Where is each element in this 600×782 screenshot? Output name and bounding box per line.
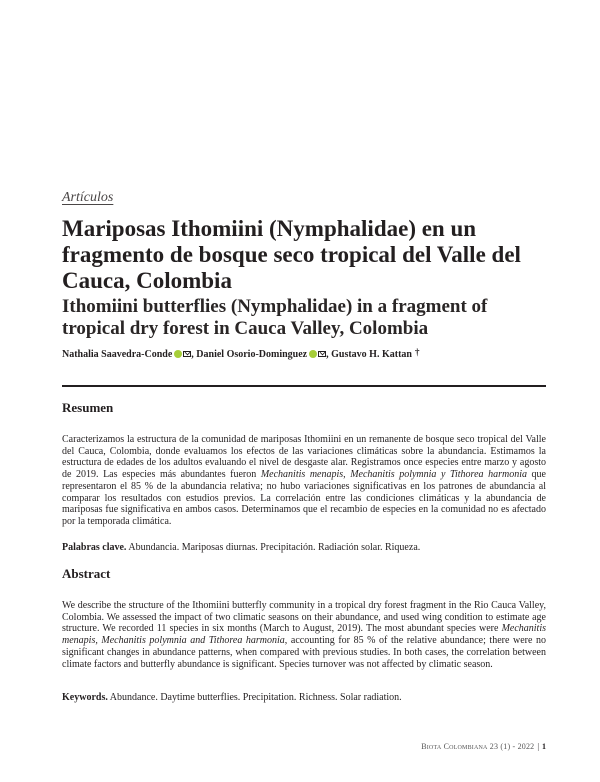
palabras-clave <box>62 542 546 554</box>
keywords-text: Abundancia. Mariposas diurnas. Precipitación. Radiación solar. Riqueza. <box>126 542 421 553</box>
keywords-label: Keywords. <box>62 692 108 703</box>
footer-separator: | <box>537 742 539 751</box>
section-label[interactable]: Artículos <box>62 190 114 205</box>
keywords-label: Palabras clave. <box>62 542 127 553</box>
abstract-text-part: We describe the structure of the Ithomiini butterfly community in a tropical dry forest fragment in the Rio Cauca Valley, Colombia. We assessed the impact of two climatic seasons on their abundance, and used wing condition to estimate age structure. We recorded 11 species in six months (March to August, 2019). The most abundant species were <box>62 600 546 635</box>
mail-icon[interactable] <box>183 351 191 357</box>
mail-icon[interactable] <box>318 351 326 357</box>
page-footer <box>421 742 546 751</box>
deceased-dagger: † <box>414 347 420 357</box>
author-name[interactable]: Daniel Osorio-Dominguez <box>196 349 308 360</box>
resumen-paragraph <box>62 434 546 528</box>
abstract-paragraph <box>62 600 546 670</box>
resumen-text-part: que representaron el 85 % de la abundancia relativa; no hubo variaciones significativas en los patrones de abundancia al comparar los resultados con estudios previos. La correlación entre las condiciones climáticas y la abundancia de mariposas fue significativa en ambos casos. Determinamos que el recambio de especies en la comunidad no es afectado por la temporada climática. <box>62 469 546 527</box>
abstract-text-part: , accounting for 85 % of the relative abundance; there were no significant changes in abundance patterns, when compared with previous studies. In both cases, the correlation between climate factors and butterfly abundance is significant. Species turnover was not affected by climatic season. <box>62 635 546 670</box>
author-separator: , <box>191 349 197 360</box>
keywords <box>62 692 546 704</box>
keywords-text: Abundance. Daytime butterflies. Precipitation. Richness. Solar radiation. <box>107 692 402 703</box>
page-number: 1 <box>542 742 546 751</box>
author-name[interactable]: Nathalia Saavedra-Conde <box>62 349 173 360</box>
resumen-heading: Resumen <box>62 400 114 415</box>
author-list <box>62 347 546 360</box>
title-english: Ithomiini butterflies (Nymphalidae) in a fragment of tropical dry forest in Cauca Valley, Colombia <box>62 296 488 339</box>
abstract-heading: Abstract <box>62 566 111 581</box>
species-names: Mechanitis menapis, Mechanitis polymnia y Tithorea harmonia <box>260 469 527 481</box>
orcid-icon[interactable] <box>309 350 317 358</box>
header-divider <box>62 385 546 387</box>
title-spanish: Mariposas Ithomiini (Nymphalidae) en un fragmento de bosque seco tropical del Valle del Cauca, Colombia <box>62 216 521 293</box>
orcid-icon[interactable] <box>174 350 182 358</box>
species-names: Mechanitis menapis, Mechanitis polymnia and Tithorea harmonia <box>62 623 546 647</box>
resumen-text-part: Caracterizamos la estructura de la comunidad de mariposas Ithomiini en un remanente de bosque seco tropical del Valle del Cauca, Colombia, donde evaluamos los efectos de las variaciones climáticas sobre la abundancia. Estimamos la estructura de edades de los adultos evaluando el nivel de desgaste alar. Registramos once especies entre marzo y agosto de 2019. Las especies más abundantes fueron <box>62 434 546 481</box>
author-name[interactable]: Gustavo H. Kattan <box>331 349 412 360</box>
author-separator: , <box>326 349 332 360</box>
journal-citation: Biota Colombiana 23 (1) - 2022 <box>421 742 535 751</box>
